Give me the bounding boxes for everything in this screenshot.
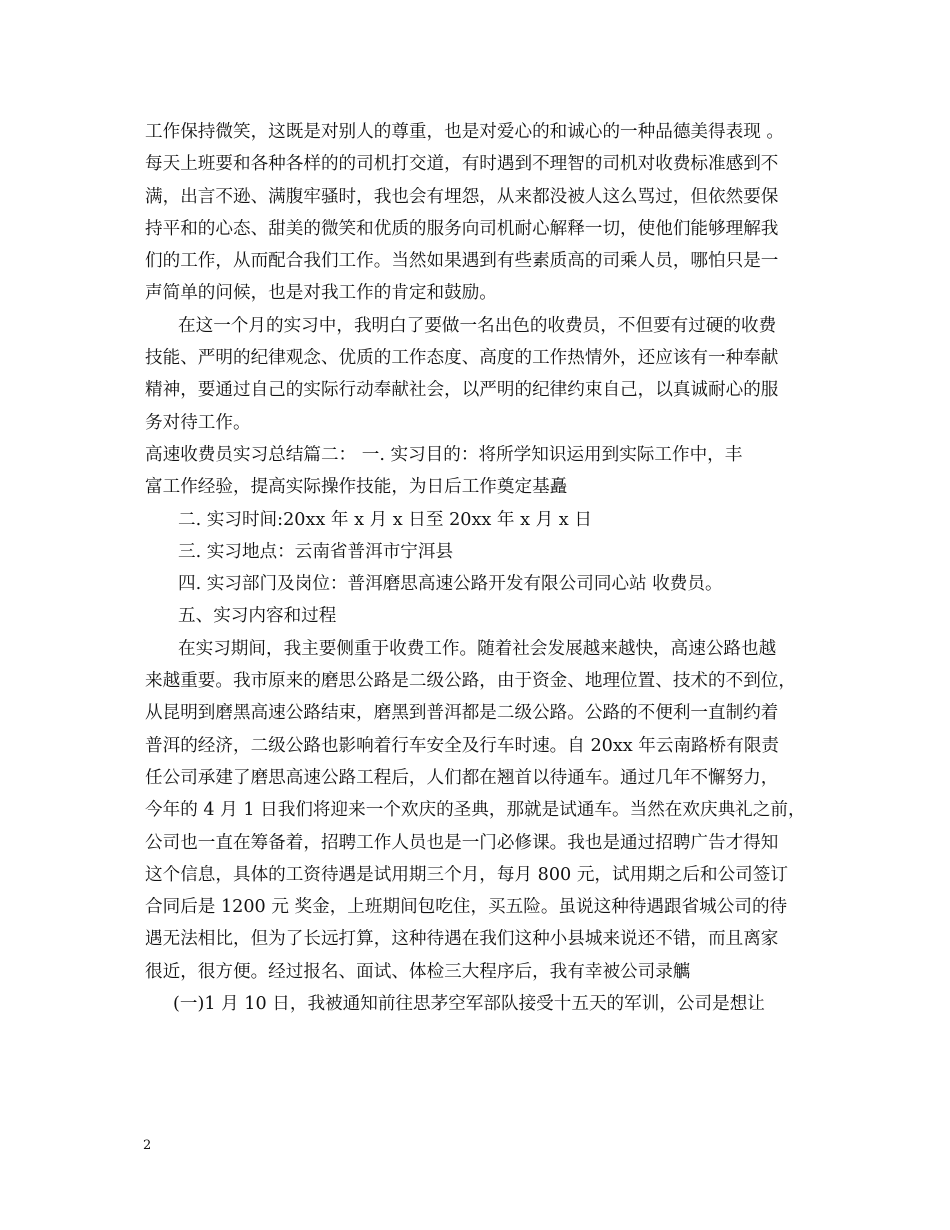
text-line: 今年的 4 月 1 日我们将迎来一个欢庆的圣典，那就是试通车。当然在欢庆典礼之前，	[145, 800, 806, 821]
text-line: 这个信息，具体的工资待遇是试用期三个月，每月 800 元，试用期之后和公司签订	[145, 864, 788, 885]
text-line: 很近，很方便。经过报名、面试、体检三大程序后，我有幸被公司录觽	[145, 961, 691, 982]
text-line: 精神，要通过自己的实际行动奉献社会，以严明的纪律约束自己，以真诚耐心的服	[145, 380, 779, 401]
text-line: 在这一个月的实习中，我明白了要做一名出色的收费员，不但要有过硬的收费	[178, 315, 777, 336]
text-line: 从昆明到磨黑高速公路结束，磨黑到普洱都是二级公路。公路的不便利一直制约着	[145, 703, 779, 724]
text-line: (一)1 月 10 日，我被通知前往思茅空军部队接受十五天的军训，公司是想让	[173, 994, 765, 1015]
text-line: 任公司承建了磨思高速公路工程后，人们都在翘首以待通车。通过几年不懈努力，	[145, 767, 779, 788]
text-line: 普洱的经济，二级公路也影响着行车安全及行车时速。自 20xx 年云南路桥有限责	[145, 735, 780, 756]
text-line: 们的工作，从而配合我们工作。当然如果遇到有些素质高的司乘人员，哪怕只是一	[145, 251, 779, 272]
text-line: 二. 实习时间:20xx 年 x 月 x 日至 20xx 年 x 月 x 日	[178, 509, 592, 530]
text-line: 声简单的问候，也是对我工作的肯定和鼓励。	[145, 283, 497, 304]
text-line: 富工作经验，提高实际操作技能，为日后工作奠定基矗	[145, 477, 568, 498]
text-line: 四. 实习部门及岗位：普洱磨思高速公路开发有限公司同心站 收费员。	[178, 574, 723, 595]
text-line: 五、实习内容和过程	[178, 606, 337, 627]
text-line: 每天上班要和各种各样的的司机打交道，有时遇到不理智的司机对收费标准感到不	[145, 154, 779, 175]
text-line: 遇无法相比，但为了长远打算，这种待遇在我们这种小县城来说还不错，而且离家	[145, 929, 779, 950]
text-line: 高速收费员实习总结篇二： 一. 实习目的：将所学知识运用到实际工作中，丰	[145, 444, 743, 465]
body-text	[145, 116, 815, 1020]
page-number: 2	[143, 1138, 152, 1153]
text-line: 满，出言不逊、满腹牢骚时，我也会有埋怨，从来都没被人这么骂过，但依然要保	[145, 186, 779, 207]
text-line: 公司也一直在筹备着，招聘工作人员也是一门必修课。我也是通过招聘广告才得知	[145, 832, 779, 853]
text-line: 三. 实习地点：云南省普洱市宁洱县	[178, 541, 454, 562]
text-line: 来越重要。我市原来的磨思公路是二级公路，由于资金、地理位置、技术的不到位，	[145, 671, 796, 692]
text-line: 技能、严明的纪律观念、优质的工作态度、高度的工作热情外，还应该有一种奉献	[145, 348, 779, 369]
text-line: 在实习期间，我主要侧重于收费工作。随着社会发展越来越快，高速公路也越	[178, 638, 777, 659]
text-line: 工作保持微笑，这既是对别人的尊重，也是对爱心的和诚心的一种品德美得表现 。	[145, 122, 784, 142]
text-line: 合同后是 1200 元 奖金，上班期间包吃住，买五险。虽说这种待遇跟省城公司的待	[145, 897, 788, 918]
text-line: 持平和的心态、甜美的微笑和优质的服务向司机耐心解释一切，使他们能够理解我	[145, 218, 779, 239]
text-line: 务对待工作。	[145, 412, 251, 433]
